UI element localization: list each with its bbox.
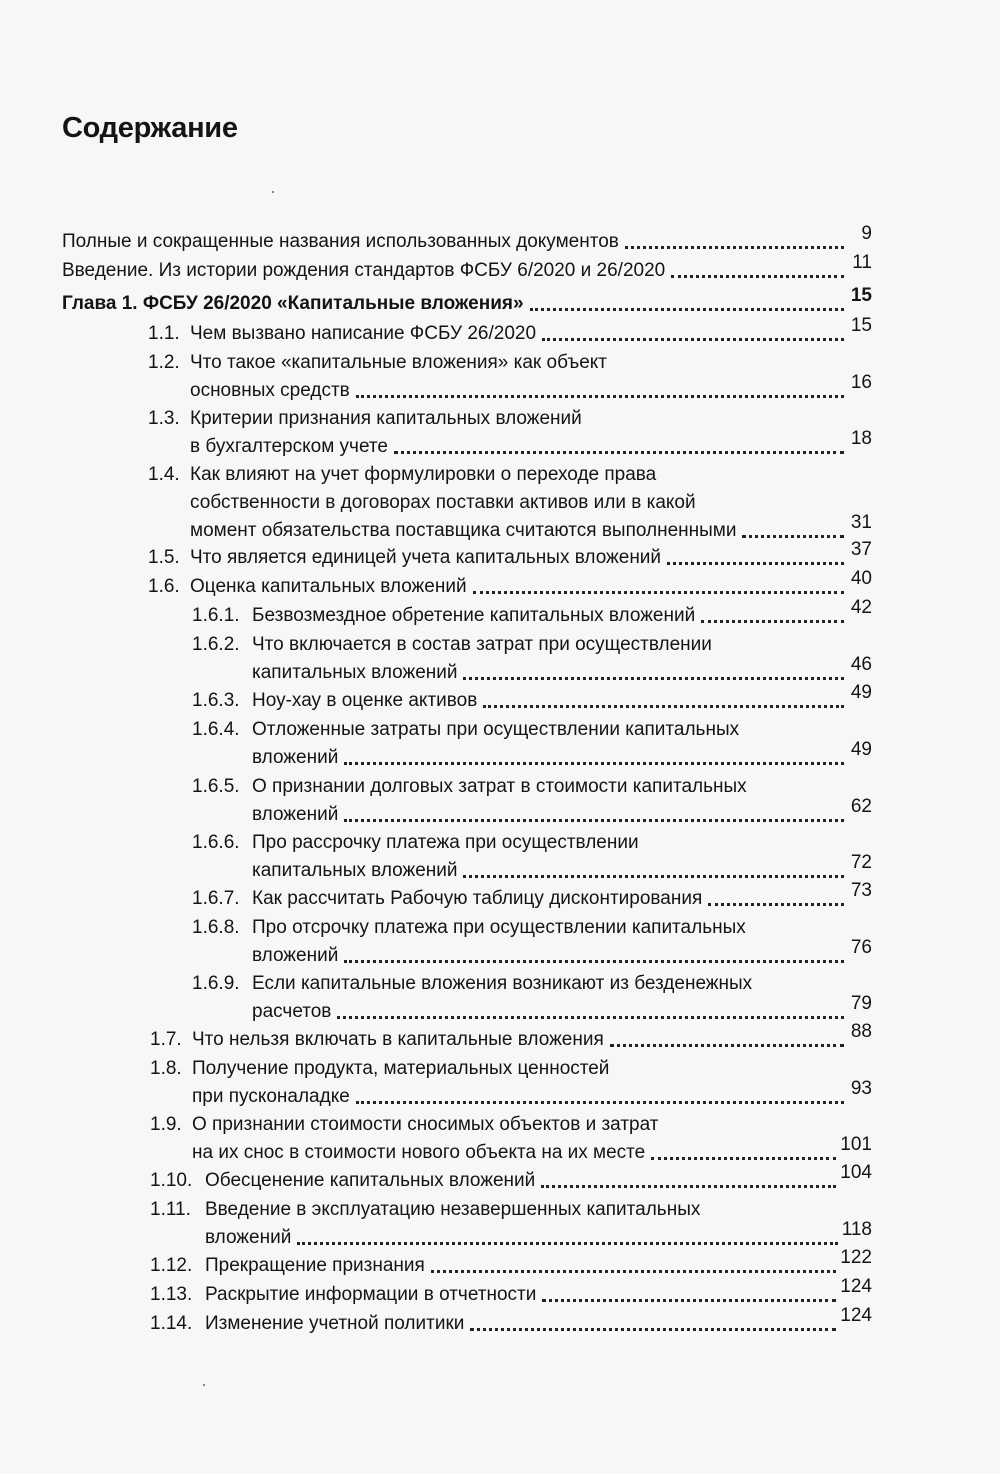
toc-entry-line [148,315,872,348]
toc-entry-line [148,349,872,377]
toc-entry-title: момент обязательства поставщика считаются выполненными [190,520,737,541]
toc-entry-page: 18 [850,428,872,449]
toc-entry [192,914,872,970]
toc-entry-number: 1.6.3. [192,690,240,711]
toc-entry [192,773,872,829]
toc-entry-number: 1.2. [148,352,180,373]
toc-entry-title: Как влияют на учет формулировки о переходе права [190,464,657,485]
toc-entry [62,252,872,285]
toc-entry-title: Критерии признания капитальных вложений [190,408,582,429]
toc-entry-title: капитальных вложений [252,662,458,683]
dot-leader [701,620,844,623]
toc-entry [150,1276,872,1309]
toc-entry-number: 1.6.5. [192,776,240,797]
toc-entry-title: вложений [252,804,339,825]
toc-entry-line [148,489,872,517]
toc-entry-line [192,631,872,659]
toc-entry-title: Про рассрочку платежа при осуществлении [252,832,639,853]
toc-entry-number: 1.5. [148,547,180,568]
toc-entry-line [150,1162,872,1195]
dot-leader [542,1299,836,1302]
toc-entry-title: собственности в договорах поставки активов или в какой [190,492,696,513]
toc-entry-line [192,970,872,998]
toc-entry-title: вложений [252,945,339,966]
scan-speck [203,1384,205,1386]
toc-entry-title: вложений [205,1227,292,1248]
toc-entry [150,1021,872,1054]
toc-entry-number: 1.1. [148,323,180,344]
toc-entry [150,1247,872,1280]
toc-entry-number: 1.6.6. [192,832,240,853]
toc-entry-title: вложений [252,747,339,768]
toc-entry-page: 124 [840,1276,872,1297]
toc-entry-number: 1.14. [150,1313,193,1334]
toc-entry-line [192,937,872,970]
toc-entry-title: при пусконаладке [192,1086,350,1107]
toc-entry-page: 37 [850,539,872,560]
scan-speck [272,191,274,193]
toc-entry-line [192,773,872,801]
dot-leader [651,1157,836,1160]
toc-entry-title: расчетов [252,1001,332,1022]
toc-entry-line [192,716,872,744]
toc-entry-page: 46 [850,654,872,675]
toc-entry-page: 15 [850,315,872,336]
dot-leader [337,1016,844,1019]
toc-entry [148,539,872,572]
dot-leader [297,1242,837,1245]
toc-entry-title: Введение. Из истории рождения стандартов ФСБУ 6/2020 и 26/2020 [62,260,666,281]
toc-entry-page: 124 [840,1305,872,1326]
toc-entry-line [192,880,872,913]
toc-entry-line [150,1219,872,1252]
toc-entry-page: 15 [850,285,872,306]
toc-entry-title: Глава 1. ФСБУ 26/2020 «Капитальные вложения» [62,293,524,314]
toc-entry-title: Прекращение признания [205,1255,425,1276]
toc-entry-line [148,372,872,405]
toc-entry-page: 49 [850,682,872,703]
toc-entry-line [192,654,872,687]
toc-entry-number: 1.10. [150,1170,193,1191]
toc-entry [150,1111,872,1167]
toc-entry-number: 1.11. [150,1199,191,1220]
dot-leader [708,903,844,906]
toc-entry [192,716,872,772]
toc-entry-line [192,993,872,1026]
toc-entry-page: 104 [840,1162,872,1183]
toc-entry-line [62,223,872,256]
toc-entry-number: 1.13. [150,1284,193,1305]
toc-entry-line [148,512,872,545]
toc-entry-line [150,1196,872,1224]
toc-entry-line [150,1305,872,1338]
toc-entry-number: 1.6.7. [192,888,240,909]
dot-leader [394,451,844,454]
toc-entry [150,1055,872,1111]
dot-leader [667,562,844,565]
toc-entry-page: 49 [850,739,872,760]
toc-entry-line [192,682,872,715]
dot-leader [542,338,844,341]
toc-entry-title: Как рассчитать Рабочую таблицу дисконтирования [252,888,703,909]
toc-entry-title: Что нельзя включать в капитальные вложения [192,1029,604,1050]
toc-entry-page: 11 [852,252,872,273]
toc-entry-line [150,1247,872,1280]
toc-entry-title: Если капитальные вложения возникают из безденежных [252,973,753,994]
dot-leader [463,875,844,878]
toc-entry-page: 40 [850,568,872,589]
toc-entry-title: Оценка капитальных вложений [190,576,467,597]
toc-entry-line [148,428,872,461]
toc-entry [192,829,872,885]
toc-entry-page: 31 [850,512,872,533]
toc-entry-title: в бухгалтерском учете [190,436,388,457]
toc-entry-line [150,1021,872,1054]
toc-entry-title: Полные и сокращенные названия использованных документов [62,231,619,252]
toc-entry-page: 72 [850,852,872,873]
toc-entry-title: Раскрытие информации в отчетности [205,1284,537,1305]
toc-entry-line [148,568,872,601]
toc-entry-page: 76 [850,937,872,958]
dot-leader [473,591,844,594]
toc-entry-page: 73 [850,880,872,901]
toc-entry [150,1305,872,1338]
toc-entry [62,223,872,256]
toc-entry [148,405,872,461]
toc-entry-title: основных средств [190,380,350,401]
toc-entry-title: Чем вызвано написание ФСБУ 26/2020 [190,323,537,344]
toc-entry-number: 1.6.9. [192,973,240,994]
toc-entry [148,349,872,405]
toc-entry-line [148,405,872,433]
dot-leader [541,1185,836,1188]
toc-entry [148,461,872,545]
toc-entry-title: на их снос в стоимости нового объекта на их месте [192,1142,646,1163]
toc-entry-title: Отложенные затраты при осуществлении капитальных [252,719,740,740]
toc-entry-line [62,252,872,285]
toc-entry-line [192,597,872,630]
toc-entry-line [150,1055,872,1083]
toc-entry-page: 93 [850,1078,872,1099]
toc-entry-page: 62 [850,796,872,817]
toc-entry-number: 1.4. [148,464,180,485]
dot-leader [483,705,844,708]
toc-entry-page: 122 [840,1247,872,1268]
toc-entry-line [150,1134,872,1167]
dot-leader [431,1270,836,1273]
toc-entry-number: 1.8. [150,1058,182,1079]
dot-leader [344,960,844,963]
dot-leader [610,1044,844,1047]
toc-entry [192,682,872,715]
toc-entry-title: Про отсрочку платежа при осуществлении капитальных [252,917,746,938]
toc-entry-title: О признании долговых затрат в стоимости капитальных [252,776,747,797]
toc-entry-line [192,796,872,829]
toc-entry-title: О признании стоимости сносимых объектов и затрат [192,1114,659,1135]
toc-entry [192,880,872,913]
toc-entry-number: 1.6.1. [192,605,240,626]
toc-entry-title: капитальных вложений [252,860,458,881]
toc-entry [192,631,872,687]
dot-leader [356,1101,844,1104]
toc-entry-page: 9 [861,223,872,244]
dot-leader [671,275,844,278]
dot-leader [470,1328,836,1331]
toc-entry-title: Что является единицей учета капитальных вложений [190,547,662,568]
toc-entry [148,568,872,601]
toc-entry-line [192,739,872,772]
dot-leader [356,395,844,398]
dot-leader [742,535,844,538]
toc-entry-number: 1.9. [150,1114,182,1135]
toc-entry-title: Что такое «капитальные вложения» как объект [190,352,607,373]
toc-entry-title: Что включается в состав затрат при осуществлении [252,634,712,655]
toc-entry-title: Безвозмездное обретение капитальных вложений [252,605,696,626]
toc-entry [192,970,872,1026]
toc-entry-page: 101 [840,1134,872,1155]
dot-leader [530,308,844,311]
toc-entry-page: 42 [850,597,872,618]
toc-entry-line [192,914,872,942]
toc-entry-number: 1.6.2. [192,634,240,655]
toc-entry [62,285,872,318]
toc-entry-line [150,1078,872,1111]
toc-entry-title: Изменение учетной политики [205,1313,465,1334]
toc-entry-title: Ноу-хау в оценке активов [252,690,478,711]
toc-entry-line [192,829,872,857]
toc-entry-number: 1.12. [150,1255,193,1276]
toc-entry-number: 1.3. [148,408,180,429]
toc-entry-number: 1.6. [148,576,180,597]
dot-leader [463,677,844,680]
toc-entry-line [150,1111,872,1139]
toc-entry-line [150,1276,872,1309]
toc-entry-page: 88 [850,1021,872,1042]
toc-entry-number: 1.7. [150,1029,182,1050]
toc-entry [150,1196,872,1252]
toc-entry-title: Обесценение капитальных вложений [205,1170,536,1191]
toc-entry-line [62,285,872,318]
toc-entry-line [192,852,872,885]
dot-leader [344,819,844,822]
toc-entry-page: 79 [850,993,872,1014]
toc-entry-page: 16 [850,372,872,393]
toc-entry-title: Получение продукта, материальных ценностей [192,1058,610,1079]
toc-entry [192,597,872,630]
toc-entry-number: 1.6.4. [192,719,240,740]
toc-entry-number: 1.6.8. [192,917,240,938]
dot-leader [625,246,844,249]
toc-entry [148,315,872,348]
toc-entry [150,1162,872,1195]
toc-entry-line [148,461,872,489]
toc-entry-line [148,539,872,572]
page-title: Содержание [62,112,238,144]
toc-entry-page: 118 [841,1219,872,1240]
dot-leader [344,762,844,765]
toc-entry-title: Введение в эксплуатацию незавершенных капитальных [205,1199,701,1220]
